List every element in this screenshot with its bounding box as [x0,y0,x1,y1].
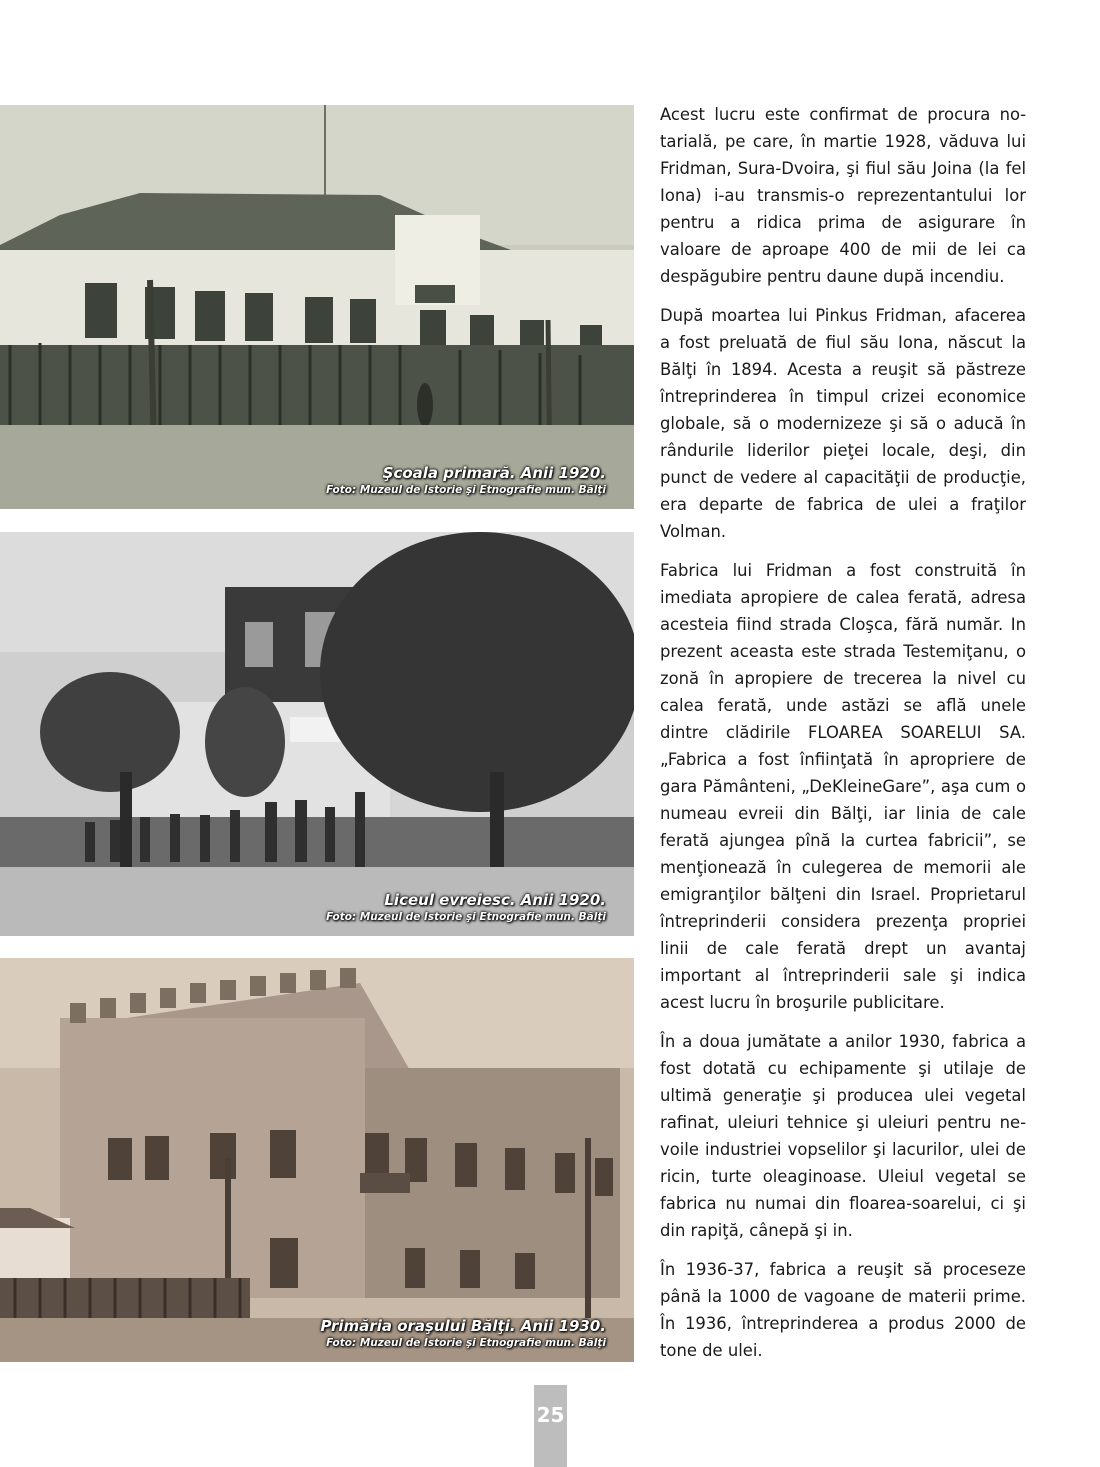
photo-primary-school [0,105,634,509]
photo-caption [326,464,606,497]
photo-title: Liceul evreiesc. Anii 1920. [384,891,606,909]
body-text [660,101,1026,1376]
school-photo-image [0,105,634,509]
photo-credit: Foto: Muzeul de Istorie şi Etnografie mun. Bălţi [326,1337,606,1349]
paragraph: Acest lucru este confirmat de procura notarială, pe care, în martie 1928, văduva lui Fridman, Sura-Dvoira, şi fiul său Joina (la fel Iona) i-au transmis-o reprezentantului lor pentru a ridica prima de asigurare în valoare de aproape 400 de mii de lei ca despăgubire pentru daune după incendiu. [660,105,1026,286]
paragraph: După moartea lui Pinkus Fridman, afacerea a fost preluată de fiul său Iona, născut la Bălţi în 1894. Acesta a reuşit să păstreze întreprinderea în timpul crizei economice globale, să o modernizeze şi să o aducă în rândurile liderilor pieţei locale, deşi, din punct de vedere al capacităţii de producţie, era departe de fabrica de ulei a fraţilor Volman. [660,306,1026,541]
photo-title: Şcoala primară. Anii 1920. [382,464,606,482]
photo-credit: Foto: Muzeul de Istorie şi Etnografie mun. Bălţi [326,911,606,923]
photo-caption [321,1317,607,1350]
photo-title: Primăria oraşului Bălţi. Anii 1930. [320,1317,606,1335]
paragraph: În 1936-37, fabrica a reuşit să proceseze până la 1000 de vagoane de materii prime. În 1936, întreprinderea a produs 2000 de tone de ulei. [660,1260,1026,1360]
photo-jewish-lyceum [0,532,634,936]
lyceum-photo-image [0,532,634,936]
photo-caption [326,891,606,924]
page-number: 25 [534,1385,567,1467]
paragraph: Fabrica lui Fridman a fost construită în imediata apropiere de calea ferată, adresa acesteia fiind strada Cloşca, fără număr. In prezent aceasta este strada Testemiţanu, o zonă în apropiere de trecerea la nivel cu calea ferată, unde astăzi se află unele dintre clădirile FLOAREA SOARELUI SA. „Fabrica a fost înfiinţată în apropriere de gara Pământeni, „DeKleineGare”, aşa cum o numeau evreii din Bălţi, iar linia de cale ferată ajungea pînă la curtea fabricii”, se menţionează în culegerea de memorii ale emigranţilor bălţeni din Israel. Proprietarul întreprinderii considera prezenţa propriei linii de cale ferată drept un avantaj important al întreprinderii sale şi indica acest lucru în broşurile publicitare. [660,561,1026,1012]
photo-credit: Foto: Muzeul de Istorie şi Etnografie mun. Bălţi [326,484,606,496]
city-hall-photo-image [0,958,634,1362]
paragraph: În a doua jumătate a anilor 1930, fabrica a fost dotată cu echipamente şi utilaje de ultimă generaţie şi producea ulei vegetal rafinat, uleiuri tehnice şi uleiuri pentru nevoile industriei vopselilor şi lacurilor, ulei de ricin, turte oleaginoase. Uleiul vegetal se fabrica nu numai din floarea-soarelui, ci şi din rapiţă, cânepă şi in. [660,1032,1026,1240]
photo-city-hall [0,958,634,1362]
